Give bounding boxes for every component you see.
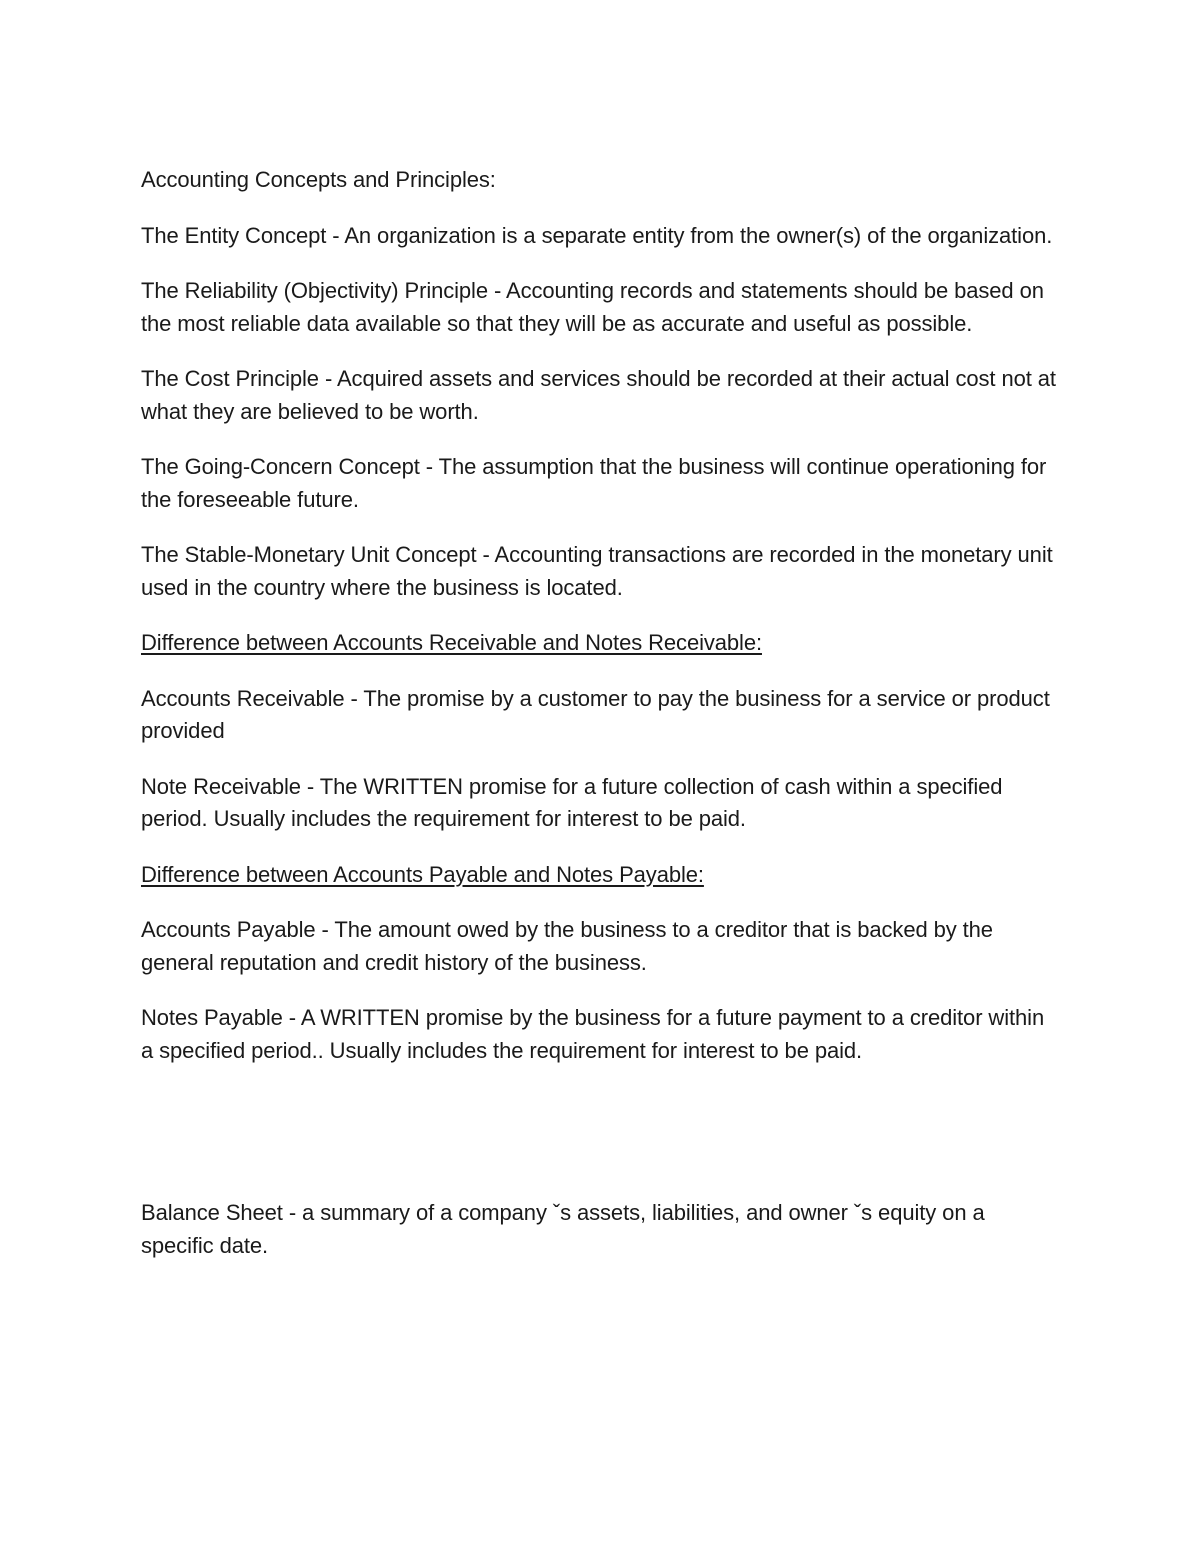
concept-going-concern: The Going-Concern Concept - The assumption that the business will continue operationing for the foreseeable future. (141, 454, 1047, 512)
concept-reliability: The Reliability (Objectivity) Principle - Accounting records and statements should be based on the most reliable data available so that they will be as accurate and useful as possible. (141, 278, 1044, 336)
document-title: Accounting Concepts and Principles: (141, 167, 496, 192)
concept-entity: The Entity Concept - An organization is a separate entity from the owner(s) of the organization. (141, 222, 1053, 248)
payable-heading: Difference between Accounts Payable and Notes Payable: (141, 861, 704, 887)
concept-cost: The Cost Principle - Acquired assets and services should be recorded at their actual cost not at what they are believed to be worth. (141, 366, 1056, 424)
document-body (141, 164, 1061, 1285)
accounts-receivable: Accounts Receivable - The promise by a customer to pay the business for a service or product provided (141, 685, 1050, 743)
balance-sheet-definition: Balance Sheet - a summary of a company ˇs assets, liabilities, and owner ˇs equity on a specific date. (141, 1200, 985, 1258)
concept-stable-monetary: The Stable-Monetary Unit Concept - Accounting transactions are recorded in the monetary unit used in the country where the business is located. (141, 542, 1053, 600)
accounts-payable: Accounts Payable - The amount owed by the business to a creditor that is backed by the general reputation and credit history of the business. (141, 917, 993, 975)
note-receivable: Note Receivable - The WRITTEN promise for a future collection of cash within a specified period. Usually includes the requirement for interest to be paid. (141, 773, 1003, 831)
receivable-heading: Difference between Accounts Receivable and Notes Receivable: (141, 630, 762, 655)
notes-payable: Notes Payable - A WRITTEN promise by the business for a future payment to a creditor within a specified period.. Usually includes the requirement for interest to be paid. (141, 1005, 1045, 1063)
blank-space (141, 1090, 1061, 1197)
